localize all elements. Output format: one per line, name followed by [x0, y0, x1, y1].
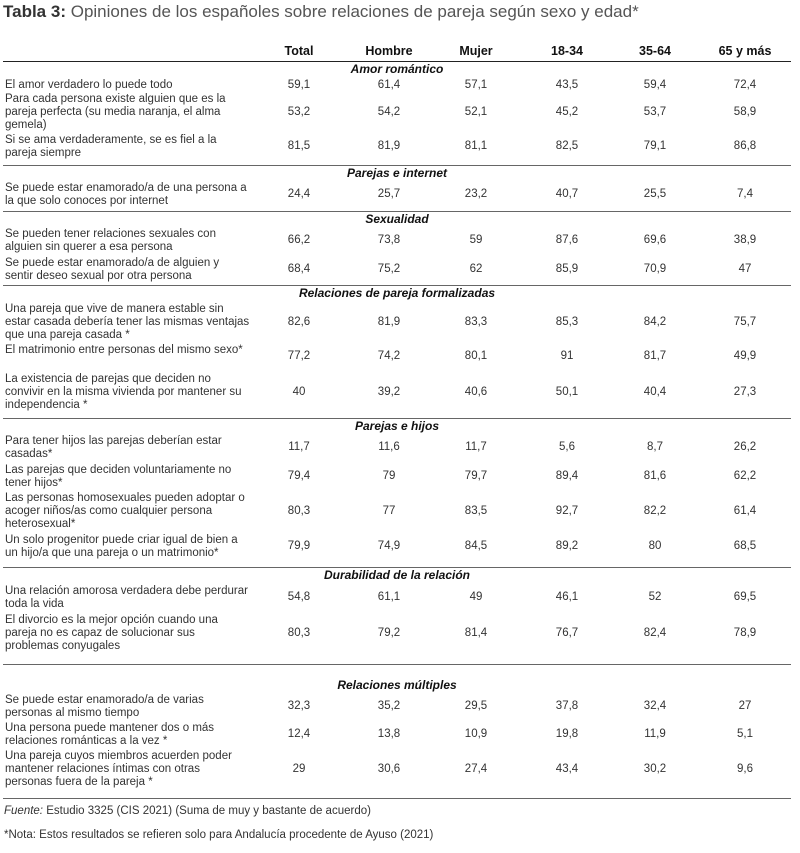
row-value: 40: [292, 385, 306, 398]
source-label: Fuente:: [4, 805, 43, 817]
row-label: Si se ama verdaderamente, se es fiel a la pareja siempre: [5, 134, 217, 159]
table-row: [3, 79, 791, 92]
table-row: [3, 93, 791, 132]
row-value: 87,6: [555, 234, 579, 246]
row-value: 82,4: [643, 626, 667, 639]
row-value: 25,7: [377, 188, 401, 200]
row-value: 80,3: [287, 504, 311, 517]
row-label: Las parejas que deciden voluntariamente no tener hijos*: [5, 464, 232, 489]
row-value: 70,9: [643, 263, 667, 275]
row-value: 39,2: [377, 385, 401, 398]
row-value: 61,1: [377, 591, 401, 603]
table-section: [3, 286, 791, 419]
row-value: 29,5: [464, 700, 488, 712]
column-header: Mujer: [459, 44, 493, 58]
row-value: 82,5: [555, 140, 579, 152]
row-value: 89,2: [555, 540, 579, 552]
row-value: 61,4: [377, 78, 401, 91]
row-value: 30,2: [643, 762, 667, 775]
row-label: Una pareja que vive de manera estable sin estar casada debería tener las mismas ventajas que una pareja casada *: [5, 303, 250, 341]
row-value: 54,8: [287, 591, 311, 603]
row-value: 13,8: [377, 728, 401, 740]
row-value: 84,2: [643, 315, 667, 328]
column-headers: [0, 44, 800, 62]
row-value: 29: [292, 762, 306, 775]
table-section: [3, 665, 791, 799]
row-value: 40,7: [555, 188, 579, 200]
row-value: 77: [382, 504, 396, 517]
note-footnote: *Nota: Estos resultados se refieren solo para Andalucía procedente de Ayuso (2021): [4, 829, 434, 841]
row-value: 10,9: [464, 728, 488, 740]
row-label: Para cada persona existe alguien que es la pareja perfecta (su media naranja, el alma gemela): [5, 93, 226, 131]
table-row: [3, 534, 791, 560]
section-heading: Relaciones de pareja formalizadas: [298, 286, 496, 300]
row-label: El amor verdadero lo puede todo: [5, 79, 173, 91]
row-label: La existencia de parejas que deciden no convivir en la misma vivienda por mantener su independencia *: [5, 373, 242, 411]
row-label: Se pueden tener relaciones sexuales con alguien sin querer a esa persona: [5, 228, 216, 253]
row-value: 69,5: [733, 591, 757, 603]
row-value: 66,2: [287, 234, 311, 246]
row-value: 77,2: [287, 350, 311, 362]
row-value: 40,4: [643, 385, 667, 398]
row-value: 81,6: [643, 470, 667, 482]
table-row: [3, 585, 791, 611]
table-row: [3, 464, 791, 490]
row-value: 81,9: [377, 140, 401, 152]
row-value: 85,9: [555, 263, 579, 275]
source-footnote: [4, 805, 371, 817]
row-value: 35,2: [377, 700, 401, 712]
row-value: 80,3: [287, 626, 311, 639]
row-label: Una relación amorosa verdadera debe perdurar toda la vida: [5, 585, 248, 610]
row-value: 5,1: [737, 728, 753, 740]
row-value: 59,4: [643, 78, 667, 91]
row-value: 79,4: [287, 470, 311, 482]
row-value: 53,7: [643, 105, 667, 118]
row-value: 79,1: [643, 140, 667, 152]
row-value: 11,7: [465, 441, 487, 453]
row-value: 12,4: [287, 728, 311, 740]
row-value: 9,6: [737, 762, 753, 775]
row-label: Se puede estar enamorado/a de una persona a la que solo conoces por internet: [5, 182, 247, 207]
row-value: 43,4: [555, 762, 579, 775]
row-value: 7,4: [737, 188, 753, 200]
row-value: 92,7: [555, 504, 579, 517]
row-value: 11,6: [378, 441, 400, 453]
row-value: 40,6: [464, 385, 488, 398]
row-value: 27,3: [733, 385, 757, 398]
section-heading: Durabilidad de la relación: [323, 568, 471, 582]
table-row: [3, 373, 791, 412]
table-title: [3, 2, 639, 22]
row-value: 53,2: [287, 105, 311, 118]
table-row: [3, 182, 791, 208]
section-heading: Sexualidad: [365, 212, 429, 226]
row-value: 79,9: [287, 540, 311, 552]
table-row: [3, 134, 791, 160]
row-value: 86,8: [733, 140, 757, 152]
row-value: 61,4: [733, 504, 757, 517]
row-value: 80: [648, 540, 662, 552]
row-label: Para tener hijos las parejas deberían estar casadas*: [5, 435, 222, 460]
row-value: 83,3: [464, 315, 488, 328]
row-value: 43,5: [555, 78, 579, 91]
row-value: 59,1: [287, 78, 311, 91]
row-value: 27,4: [464, 762, 488, 775]
row-value: 49,9: [733, 350, 757, 362]
row-value: 30,6: [377, 762, 401, 775]
table-section: [3, 419, 791, 568]
row-value: 32,3: [287, 700, 311, 712]
row-value: 79,7: [464, 470, 488, 482]
row-value: 81,5: [287, 140, 311, 152]
row-value: 84,5: [464, 540, 488, 552]
row-value: 79: [382, 470, 396, 482]
row-value: 8,7: [647, 441, 663, 453]
table-row: [3, 750, 791, 789]
column-header: 35-64: [639, 44, 671, 58]
row-value: 58,9: [733, 105, 757, 118]
table-section: [3, 568, 791, 665]
table-section: [3, 62, 791, 166]
row-value: 45,2: [555, 105, 579, 118]
section-heading: Amor romántico: [350, 62, 444, 76]
row-value: 52: [648, 591, 662, 603]
row-value: 47: [738, 263, 752, 275]
row-value: 73,8: [377, 234, 401, 246]
row-value: 5,6: [559, 441, 575, 453]
table-caption: Opiniones de los españoles sobre relaciones de pareja según sexo y edad*: [70, 2, 639, 21]
row-value: 89,4: [555, 470, 579, 482]
row-value: 75,2: [377, 263, 401, 275]
row-value: 74,9: [377, 540, 401, 552]
section-heading: Parejas e hijos: [354, 419, 440, 433]
row-value: 50,1: [555, 385, 579, 398]
row-value: 32,4: [643, 700, 667, 712]
table-row: [3, 257, 791, 283]
row-value: 46,1: [555, 591, 579, 603]
table-section: [3, 166, 791, 212]
table-row: [3, 614, 791, 653]
section-heading: Parejas e internet: [346, 166, 448, 180]
row-value: 38,9: [733, 234, 757, 246]
table-row: [3, 303, 791, 342]
row-value: 54,2: [377, 105, 401, 118]
column-header: Total: [284, 44, 314, 58]
row-value: 81,7: [643, 350, 667, 362]
row-value: 85,3: [555, 315, 579, 328]
row-value: 81,1: [464, 140, 488, 152]
row-value: 81,9: [377, 315, 401, 328]
row-value: 24,4: [287, 188, 311, 200]
row-value: 27: [738, 700, 752, 712]
row-value: 23,2: [464, 188, 488, 200]
source-text: Estudio 3325 (CIS 2021) (Suma de muy y bastante de acuerdo): [46, 805, 371, 817]
row-value: 69,6: [643, 234, 667, 246]
table-row: [3, 722, 791, 748]
row-value: 62,2: [733, 470, 757, 482]
row-label: El matrimonio entre personas del mismo sexo*: [5, 344, 243, 356]
row-value: 68,4: [287, 263, 311, 275]
table-section: [3, 212, 791, 286]
row-value: 80,1: [464, 350, 488, 362]
row-label: Una pareja cuyos miembros acuerden poder mantener relaciones íntimas con otras personas fuera de la pareja *: [5, 750, 232, 788]
row-label: Un solo progenitor puede criar igual de bien a un hijo/a que una pareja o un matrimonio*: [5, 534, 238, 559]
row-value: 75,7: [733, 315, 757, 328]
row-value: 57,1: [464, 78, 488, 91]
section-heading: Relaciones múltiples: [337, 678, 457, 692]
row-value: 37,8: [555, 700, 579, 712]
section-divider: [3, 798, 791, 799]
column-header: 65 y más: [718, 44, 772, 58]
row-value: 25,5: [643, 188, 667, 200]
column-header: 18-34: [551, 44, 583, 58]
row-label: Una persona puede mantener dos o más relaciones románticas a la vez *: [5, 722, 215, 747]
row-value: 72,4: [733, 78, 757, 91]
row-value: 59: [469, 234, 483, 246]
row-value: 83,5: [464, 504, 488, 517]
table-row: [3, 694, 791, 720]
row-value: 19,8: [555, 728, 579, 740]
row-value: 78,9: [733, 626, 757, 639]
row-value: 91: [560, 350, 574, 362]
row-label: El divorcio es la mejor opción cuando una pareja no es capaz de solucionar sus problemas conyugales: [5, 614, 218, 652]
row-value: 52,1: [464, 105, 488, 118]
table-row: [3, 435, 791, 461]
row-value: 68,5: [733, 540, 757, 552]
column-header: Hombre: [365, 44, 413, 58]
row-value: 26,2: [733, 441, 757, 453]
row-label: Se puede estar enamorado/a de varias personas al mismo tiempo: [5, 694, 204, 719]
table-number: Tabla 3:: [3, 2, 66, 21]
row-value: 79,2: [377, 626, 401, 639]
row-value: 81,4: [464, 626, 488, 639]
row-value: 74,2: [377, 350, 401, 362]
row-label: Se puede estar enamorado/a de alguien y sentir deseo sexual por otra persona: [5, 257, 220, 282]
table-row: [3, 344, 791, 370]
row-value: 49: [469, 591, 483, 603]
row-value: 11,9: [644, 728, 666, 740]
row-value: 82,6: [287, 315, 311, 328]
row-value: 11,7: [288, 441, 310, 453]
table-row: [3, 492, 791, 531]
row-value: 76,7: [555, 626, 579, 639]
row-value: 82,2: [643, 504, 667, 517]
row-value: 62: [469, 263, 483, 275]
table-row: [3, 228, 791, 254]
row-label: Las personas homosexuales pueden adoptar o acoger niños/as como cualquier persona heterosexual*: [5, 492, 245, 530]
